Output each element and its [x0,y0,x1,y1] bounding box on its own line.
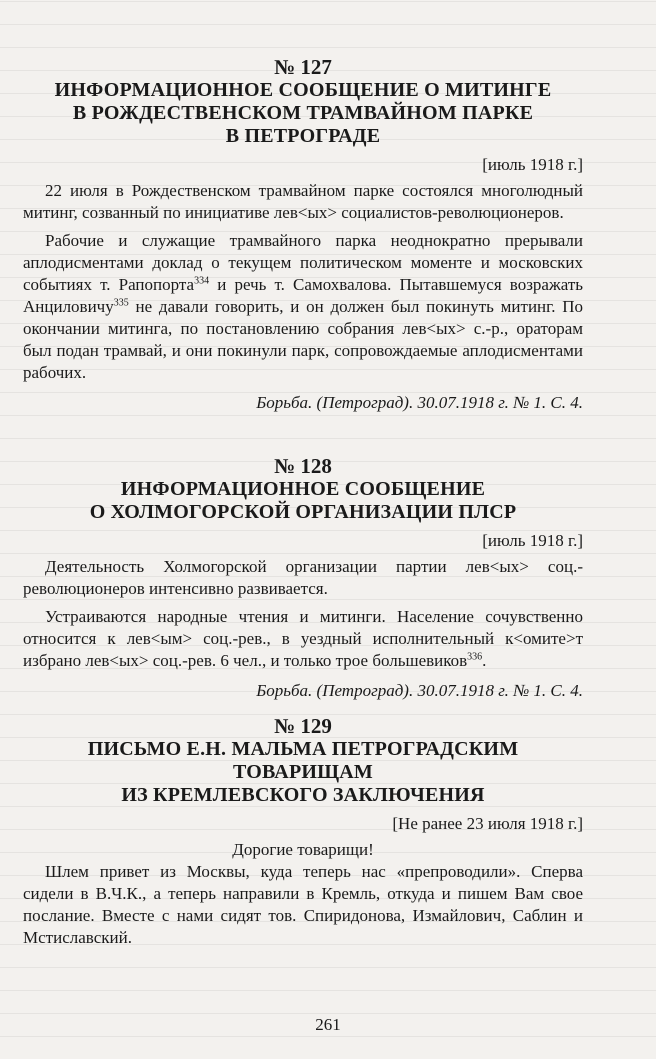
letter-greeting: Дорогие товарищи! [232,840,374,859]
paragraph-text: Рабочие и служащие трамвайного парка неоднократно прерывали аплодисментами доклад о текущем политическом моменте и московских событиях т. Рапопорта [23,231,583,294]
paragraph [23,230,583,384]
doc-number: № 128 [274,454,332,478]
doc-title-line: ИНФОРМАЦИОННОЕ СООБЩЕНИЕ [120,478,486,500]
doc-title-line: В ПЕТРОГРАДЕ [225,125,381,147]
paragraph: Шлем привет из Москвы, куда теперь нас «препроводили». Сперва сидели в В.Ч.К., а теперь направили в Кремль, откуда и пишем Вам свое послание. Вместе с нами сидят тов. Спиридонова, Измайлович, Саблин и Мстиславский. [23,862,583,947]
paragraph-text: и речь т. Самохвалова. Пытавшемуся возражать Анциловичу [23,275,584,316]
paragraph-text: Устраиваются народные чтения и митинги. Население сочувственно относится к лев<ым> соц.-рев., в уездный исполнительный к<омите>т избрано лев<ых> соц.-рев. 6 чел., и только трое большевиков [23,607,583,670]
footnote-ref: 334 [194,275,210,287]
paragraph [23,606,583,672]
paragraph: 22 июля в Рождественском трамвайном парке состоялся многолюдный митинг, созванный по инициативе лев<ых> социалистов-революционеров. [23,181,583,222]
paragraph-text: . [482,651,487,670]
doc-title-line: О ХОЛМОГОРСКОЙ ОРГАНИЗАЦИИ ПЛСР [89,501,517,523]
doc-title-line: ПИСЬМО Е.Н. МАЛЬМА ПЕТРОГРАДСКИМ ТОВАРИЩАМ [87,738,519,783]
doc-title-line: ИЗ КРЕМЛЕВСКОГО ЗАКЛЮЧЕНИЯ [121,784,485,806]
doc-date: [июль 1918 г.] [482,531,583,550]
doc-date: [июль 1918 г.] [482,155,583,174]
paragraph: Деятельность Холмогорской организации партии лев<ых> соц.-революционеров интенсивно развивается. [23,557,583,598]
page-text [23,55,583,949]
footnote-ref: 335 [113,297,129,309]
doc-title-line: В РОЖДЕСТВЕНСКОМ ТРАМВАЙНОМ ПАРКЕ [72,102,534,124]
doc-source: Борьба. (Петроград). 30.07.1918 г. № 1. С. 4. [256,681,583,700]
doc-date: [Не ранее 23 июля 1918 г.] [392,814,583,833]
doc-number: № 129 [274,714,332,738]
footnote-ref: 336 [467,651,483,663]
page-number: 261 [315,1015,341,1034]
paragraph-text: не давали говорить, и он должен был покинуть митинг. По окончании митинга, по постановлению собрания лев<ых> с.-р., ораторам был подан трамвай, и они покинули парк, сопровождаемые аплодисментами рабочих. [23,297,583,382]
doc-number: № 127 [274,55,332,79]
doc-source: Борьба. (Петроград). 30.07.1918 г. № 1. С. 4. [256,393,583,412]
doc-title-line: ИНФОРМАЦИОННОЕ СООБЩЕНИЕ О МИТИНГЕ [54,79,552,101]
